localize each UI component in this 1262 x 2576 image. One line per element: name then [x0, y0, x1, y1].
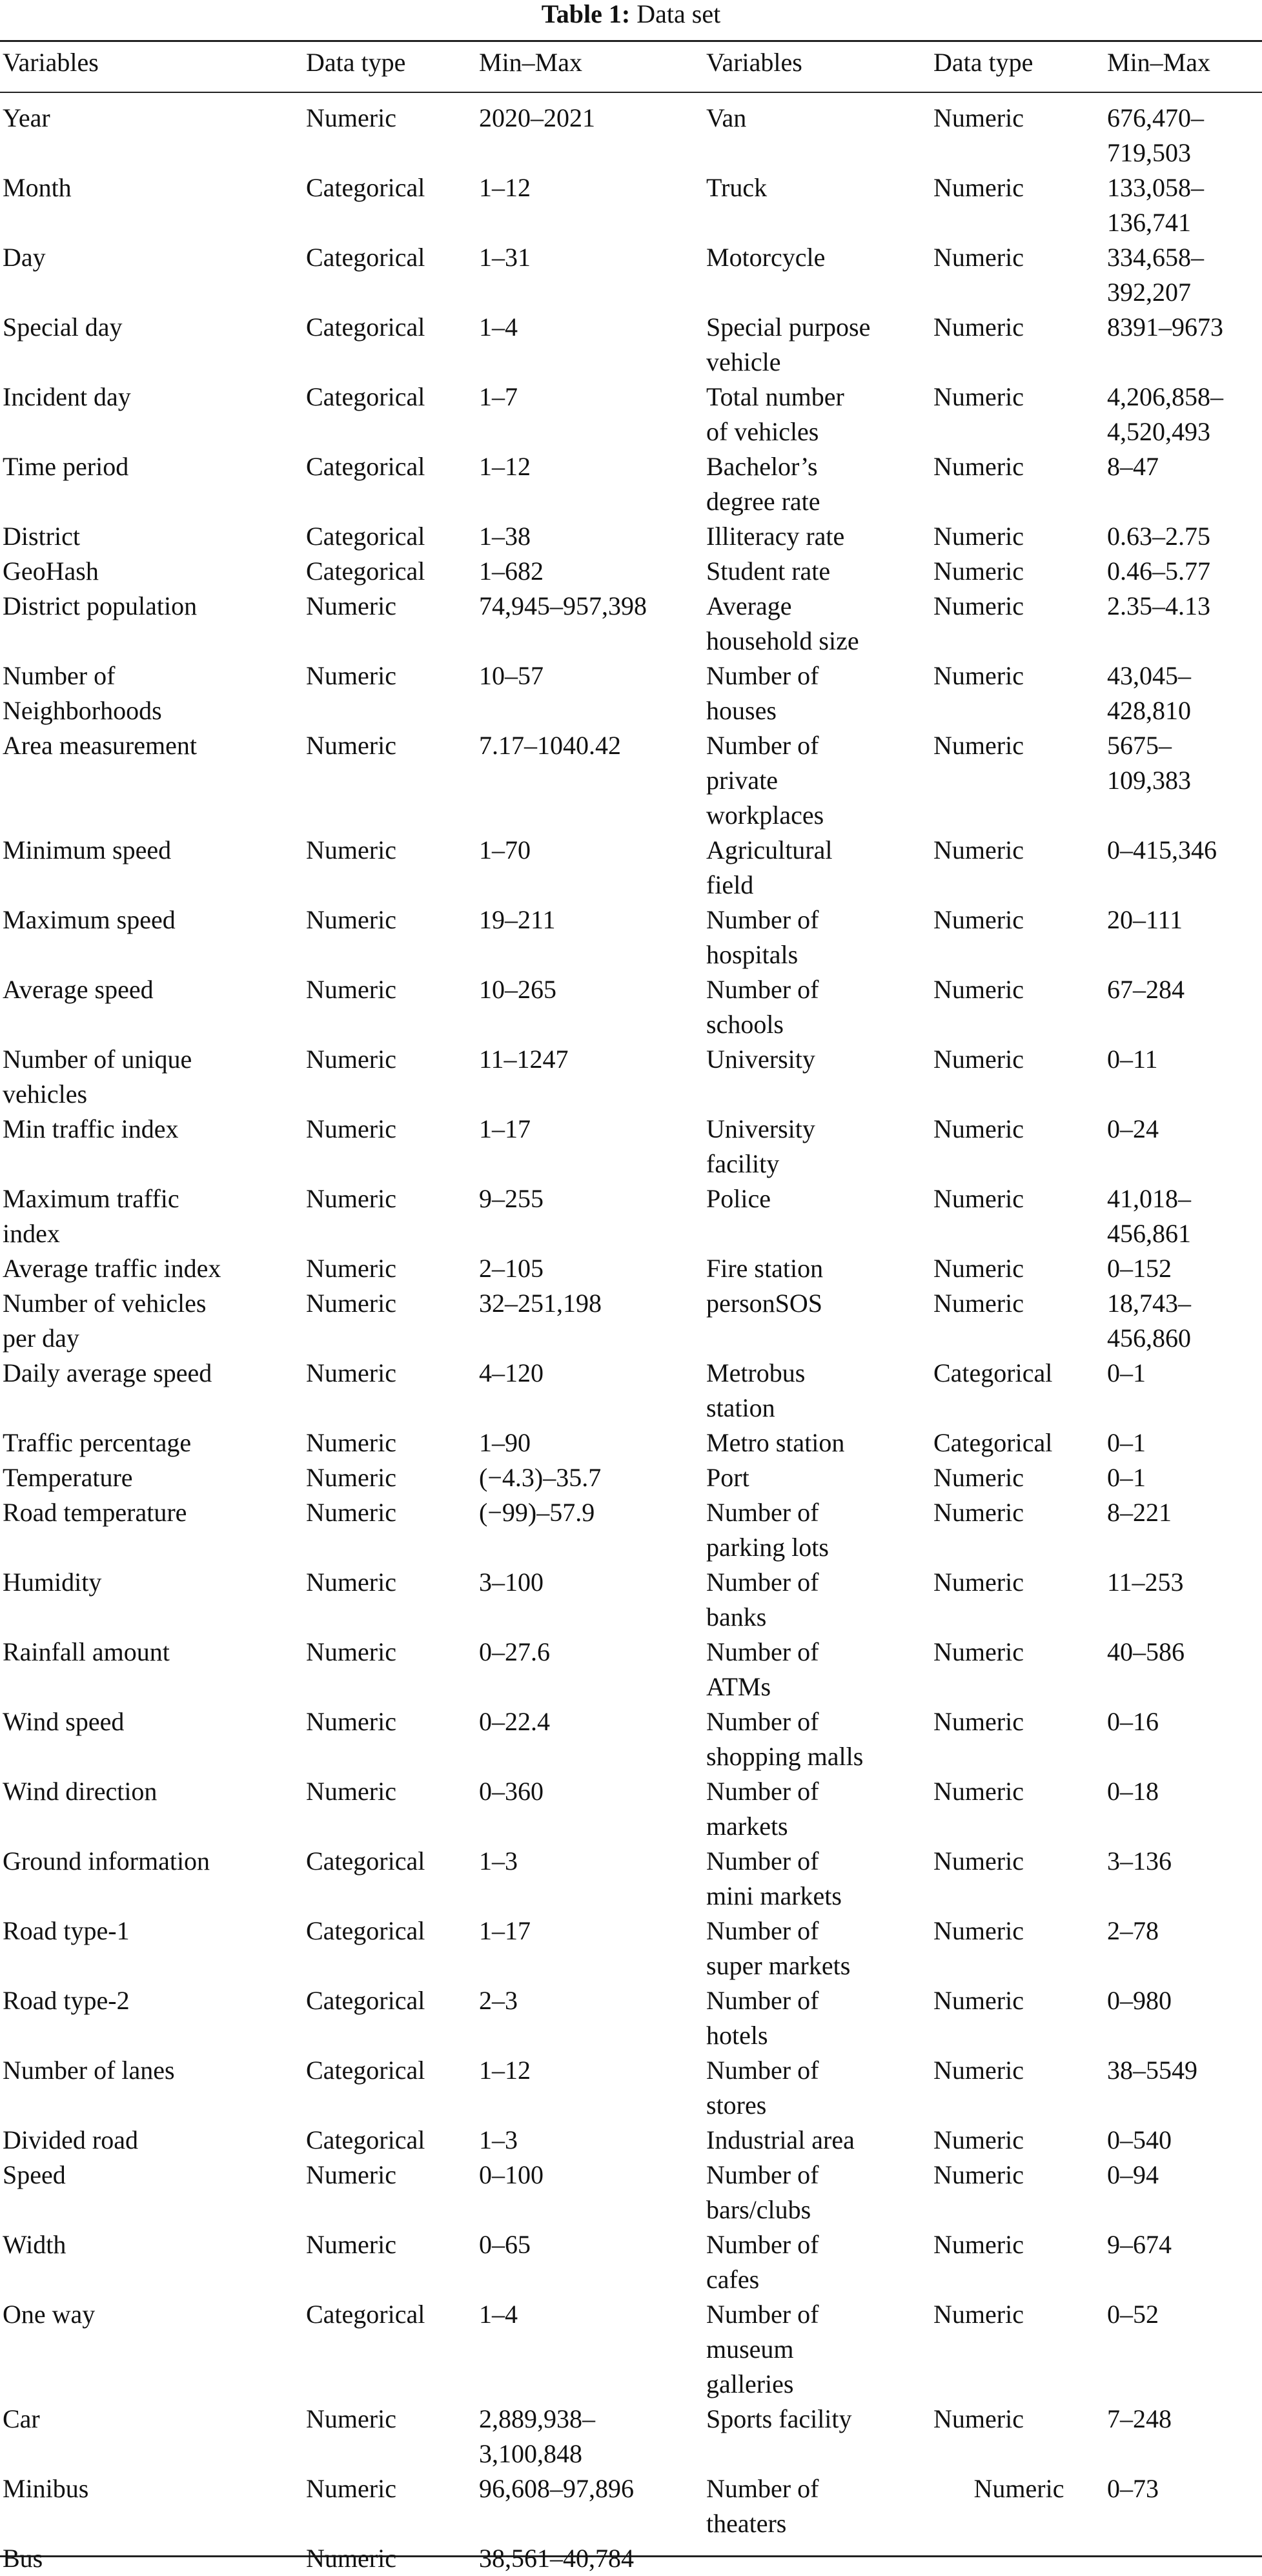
cell-min-max-2: 0–16: [1107, 1707, 1159, 1736]
table-top-rule: [0, 40, 1262, 42]
table-row: [0, 1112, 1262, 1181]
cell-min-max: 74,945–957,398: [479, 591, 647, 620]
cell-data-type: Numeric: [306, 1777, 396, 1806]
table-row: [0, 2227, 1262, 2297]
cell-variable-2: Fire station: [706, 1254, 824, 1283]
cell-min-max-2: 3–136: [1107, 1846, 1172, 1876]
cell-min-max: 1–4: [479, 2300, 518, 2329]
cell-variable-2: Bachelor’s degree rate: [706, 452, 820, 516]
cell-min-max-2: 2–78: [1107, 1916, 1159, 1945]
table-row: [0, 728, 1262, 833]
cell-min-max-2: 5675– 109,383: [1107, 731, 1191, 795]
cell-min-max: 1–3: [479, 1846, 518, 1876]
cell-data-type: Categorical: [306, 312, 425, 342]
cell-min-max-2: 9–674: [1107, 2230, 1172, 2259]
table-row: [0, 2471, 1262, 2541]
cell-variable: Wind direction: [3, 1777, 158, 1806]
cell-variable: Time period: [3, 452, 129, 481]
cell-variable: Wind speed: [3, 1707, 125, 1736]
cell-min-max: 1–90: [479, 1428, 531, 1457]
cell-data-type: Numeric: [306, 2404, 396, 2433]
cell-min-max-2: 67–284: [1107, 975, 1185, 1004]
cell-min-max: 1–682: [479, 557, 544, 586]
table-row: [0, 589, 1262, 659]
table-row: [0, 1565, 1262, 1635]
cell-variable: Special day: [3, 312, 123, 342]
cell-data-type: Numeric: [306, 731, 396, 760]
cell-variable-2: Port: [706, 1463, 749, 1492]
cell-variable: Number of vehicles per day: [3, 1289, 207, 1353]
cell-min-max-2: 133,058– 136,741: [1107, 173, 1204, 237]
cell-data-type: Categorical: [306, 1846, 425, 1876]
cell-data-type: Numeric: [306, 2230, 396, 2259]
cell-min-max-2: 8391–9673: [1107, 312, 1223, 342]
cell-min-max-2: 20–111: [1107, 905, 1183, 934]
cell-min-max: 10–57: [479, 661, 544, 690]
table-row: [0, 2297, 1262, 2402]
cell-data-type-2: Numeric: [933, 1498, 1024, 1527]
cell-min-max: 2–105: [479, 1254, 544, 1283]
table-row: [0, 1426, 1262, 1460]
table-row: [0, 2123, 1262, 2158]
cell-data-type-2: Numeric: [933, 1846, 1024, 1876]
cell-variable-2: Average household size: [706, 591, 859, 655]
cell-min-max-2: 0–980: [1107, 1986, 1172, 2015]
cell-min-max-2: 0–24: [1107, 1114, 1159, 1143]
cell-variable: Traffic percentage: [3, 1428, 192, 1457]
cell-data-type-2: Numeric: [973, 2474, 1064, 2503]
cell-min-max-2: 4,206,858– 4,520,493: [1107, 382, 1223, 446]
cell-min-max: 11–1247: [479, 1045, 569, 1074]
cell-min-max: 0–100: [479, 2160, 544, 2189]
cell-variable: Car: [3, 2404, 40, 2433]
cell-variable: Min traffic index: [3, 1114, 179, 1143]
cell-variable: Number of unique vehicles: [3, 1045, 192, 1109]
cell-variable-2: Number of bars/clubs: [706, 2160, 819, 2224]
cell-data-type: Numeric: [306, 1707, 396, 1736]
cell-data-type: Numeric: [306, 1184, 396, 1213]
cell-data-type-2: Numeric: [933, 2125, 1024, 2154]
cell-min-max-2: 0–415,346: [1107, 835, 1217, 864]
table-caption-title: Data set: [636, 0, 721, 28]
cell-variable: Humidity: [3, 1568, 102, 1597]
cell-variable-2: [704, 2541, 931, 2576]
table-row: [0, 1042, 1262, 1112]
table-row: [0, 240, 1262, 310]
cell-min-max-2: 0–52: [1107, 2300, 1159, 2329]
cell-min-max-2: 0–152: [1107, 1254, 1172, 1283]
cell-variable-2: Motorcycle: [706, 243, 826, 272]
cell-min-max: 96,608–97,896: [479, 2474, 634, 2503]
table-row: [0, 519, 1262, 554]
header-data-type-1: Data type: [306, 48, 406, 77]
cell-variable-2: Number of banks: [706, 1568, 819, 1631]
cell-min-max-2: 0–1: [1107, 1358, 1146, 1387]
cell-data-type: Categorical: [306, 1916, 425, 1945]
cell-variable: Bus: [3, 2544, 43, 2573]
cell-data-type: Categorical: [306, 173, 425, 202]
table-row: [0, 1983, 1262, 2053]
cell-variable-2: Sports facility: [706, 2404, 852, 2433]
cell-data-type: Numeric: [306, 1637, 396, 1666]
cell-variable: Incident day: [3, 382, 131, 411]
cell-variable-2: Agricultural field: [706, 835, 833, 899]
cell-data-type-2: Numeric: [933, 2056, 1024, 2085]
cell-variable-2: Van: [706, 103, 747, 132]
table-row: [0, 1495, 1262, 1565]
cell-variable: Temperature: [3, 1463, 133, 1492]
cell-variable-2: Number of shopping malls: [706, 1707, 864, 1771]
cell-min-max: 1–12: [479, 452, 531, 481]
cell-min-max: 1–38: [479, 522, 531, 551]
table-row: [0, 833, 1262, 903]
cell-variable: Road type-1: [3, 1916, 130, 1945]
table-header-row: [0, 44, 1262, 92]
cell-min-max: 1–3: [479, 2125, 518, 2154]
table-row: [0, 1181, 1262, 1251]
cell-min-max-2: 2.35–4.13: [1107, 591, 1210, 620]
table-row: [0, 903, 1262, 972]
cell-data-type: Categorical: [306, 452, 425, 481]
cell-min-max-2: 18,743– 456,860: [1107, 1289, 1191, 1353]
cell-data-type: Numeric: [306, 1045, 396, 1074]
cell-data-type: Categorical: [306, 557, 425, 586]
cell-min-max: 1–17: [479, 1916, 531, 1945]
cell-variable-2: Number of ATMs: [706, 1637, 819, 1701]
cell-min-max: 2,889,938– 3,100,848: [479, 2404, 595, 2468]
cell-data-type-2: [931, 2541, 1104, 2576]
cell-data-type: Numeric: [306, 835, 396, 864]
cell-data-type-2: Numeric: [933, 557, 1024, 586]
cell-min-max-2: 0–540: [1107, 2125, 1172, 2154]
cell-variable: Rainfall amount: [3, 1637, 170, 1666]
cell-data-type-2: Numeric: [933, 1045, 1024, 1074]
table-row: [0, 972, 1262, 1042]
cell-data-type: Categorical: [306, 243, 425, 272]
table-row: [0, 310, 1262, 380]
cell-min-max: 1–12: [479, 2056, 531, 2085]
table-row: [0, 170, 1262, 240]
cell-variable: Average traffic index: [3, 1254, 221, 1283]
cell-data-type-2: Numeric: [933, 1254, 1024, 1283]
cell-variable: Road type-2: [3, 1986, 130, 2015]
cell-variable-2: University: [706, 1045, 815, 1074]
cell-min-max: 9–255: [479, 1184, 544, 1213]
cell-data-type-2: Numeric: [933, 2300, 1024, 2329]
cell-min-max: 0–22.4: [479, 1707, 550, 1736]
cell-data-type-2: Numeric: [933, 2230, 1024, 2259]
cell-min-max: 0–27.6: [479, 1637, 550, 1666]
cell-min-max-2: [1104, 2541, 1262, 2576]
cell-data-type-2: Numeric: [933, 835, 1024, 864]
cell-min-max: 0–360: [479, 1777, 544, 1806]
header-variables-2: Variables: [706, 48, 802, 77]
cell-min-max: 2020–2021: [479, 103, 595, 132]
table-row: [0, 659, 1262, 728]
cell-data-type-2: Numeric: [933, 1184, 1024, 1213]
cell-min-max: 0–65: [479, 2230, 531, 2259]
cell-variable-2: Number of private workplaces: [706, 731, 824, 830]
cell-min-max: (−99)–57.9: [479, 1498, 595, 1527]
cell-data-type: Numeric: [306, 1289, 396, 1318]
cell-data-type-2: Numeric: [933, 1637, 1024, 1666]
table-row: [0, 2541, 1262, 2576]
table-row: [0, 1635, 1262, 1704]
cell-variable-2: Metrobus station: [706, 1358, 806, 1422]
cell-data-type-2: Categorical: [933, 1428, 1053, 1457]
table-row: [0, 449, 1262, 519]
cell-data-type: Categorical: [306, 1986, 425, 2015]
cell-variable-2: Number of parking lots: [706, 1498, 829, 1562]
cell-data-type: Numeric: [306, 1428, 396, 1457]
cell-variable: Road temperature: [3, 1498, 187, 1527]
cell-data-type-2: Numeric: [933, 2404, 1024, 2433]
cell-min-max-2: 11–253: [1107, 1568, 1184, 1597]
cell-variable-2: Number of museum galleries: [706, 2300, 819, 2398]
cell-min-max: 1–4: [479, 312, 518, 342]
table-row: [0, 2053, 1262, 2123]
cell-min-max-2: 0.46–5.77: [1107, 557, 1210, 586]
cell-data-type: Numeric: [306, 975, 396, 1004]
cell-data-type-2: Numeric: [933, 591, 1024, 620]
cell-min-max: 1–12: [479, 173, 531, 202]
cell-min-max: 7.17–1040.42: [479, 731, 621, 760]
cell-min-max-2: 8–221: [1107, 1498, 1172, 1527]
cell-variable-2: Number of mini markets: [706, 1846, 842, 1910]
cell-variable-2: Number of super markets: [706, 1916, 851, 1980]
cell-data-type: Categorical: [306, 522, 425, 551]
cell-data-type-2: Numeric: [933, 1777, 1024, 1806]
table-row: [0, 1704, 1262, 1774]
cell-variable-2: Illiteracy rate: [706, 522, 845, 551]
cell-data-type-2: Numeric: [933, 905, 1024, 934]
cell-variable-2: Number of hotels: [706, 1986, 819, 2050]
cell-data-type-2: Numeric: [933, 103, 1024, 132]
cell-variable: Area measurement: [3, 731, 197, 760]
cell-variable: GeoHash: [3, 557, 99, 586]
cell-data-type: Numeric: [306, 1568, 396, 1597]
table-caption-label: Table 1:: [541, 0, 631, 28]
table-row: [0, 554, 1262, 589]
cell-data-type-2: Numeric: [933, 1707, 1024, 1736]
table-row: [0, 2402, 1262, 2471]
cell-min-max: 1–31: [479, 243, 531, 272]
cell-variable: Average speed: [3, 975, 154, 1004]
cell-min-max: 4–120: [479, 1358, 544, 1387]
table-row: [0, 1251, 1262, 1286]
cell-min-max-2: 0–1: [1107, 1428, 1146, 1457]
cell-variable-2: Number of schools: [706, 975, 819, 1039]
header-min-max-1: Min–Max: [479, 48, 582, 77]
cell-min-max-2: 7–248: [1107, 2404, 1172, 2433]
cell-variable-2: Metro station: [706, 1428, 845, 1457]
cell-variable: Month: [3, 173, 72, 202]
cell-min-max: 19–211: [479, 905, 556, 934]
cell-min-max-2: 676,470– 719,503: [1107, 103, 1204, 167]
cell-variable: Divided road: [3, 2125, 138, 2154]
cell-variable-2: Student rate: [706, 557, 831, 586]
cell-variable-2: Industrial area: [706, 2125, 855, 2154]
table-row: [0, 380, 1262, 449]
cell-data-type-2: Numeric: [933, 312, 1024, 342]
cell-variable: Width: [3, 2230, 66, 2259]
cell-data-type-2: Numeric: [933, 173, 1024, 202]
cell-data-type-2: Numeric: [933, 452, 1024, 481]
header-min-max-2: Min–Max: [1107, 48, 1210, 77]
cell-variable: Day: [3, 243, 46, 272]
cell-data-type: Numeric: [306, 103, 396, 132]
cell-data-type: Numeric: [306, 905, 396, 934]
cell-min-max-2: 43,045– 428,810: [1107, 661, 1191, 725]
cell-min-max: 1–7: [479, 382, 518, 411]
cell-data-type-2: Numeric: [933, 382, 1024, 411]
cell-min-max: (−4.3)–35.7: [479, 1463, 602, 1492]
table-row: [0, 1914, 1262, 1983]
cell-variable-2: Number of cafes: [706, 2230, 819, 2294]
cell-variable: Ground information: [3, 1846, 210, 1876]
cell-data-type-2: Numeric: [933, 1986, 1024, 2015]
cell-variable: District population: [3, 591, 198, 620]
cell-min-max: 32–251,198: [479, 1289, 602, 1318]
cell-min-max: 2–3: [479, 1986, 518, 2015]
cell-min-max-2: 0–73: [1107, 2474, 1159, 2503]
cell-variable: Maximum traffic index: [3, 1184, 179, 1248]
table-row: [0, 1774, 1262, 1844]
cell-data-type: Numeric: [306, 1254, 396, 1283]
cell-variable: Minibus: [3, 2474, 89, 2503]
cell-min-max-2: 0–1: [1107, 1463, 1146, 1492]
cell-variable: District: [3, 522, 80, 551]
cell-data-type: Numeric: [306, 591, 396, 620]
cell-variable: Daily average speed: [3, 1358, 212, 1387]
cell-variable: Maximum speed: [3, 905, 176, 934]
cell-variable: Number of lanes: [3, 2056, 175, 2085]
cell-data-type: Numeric: [306, 1114, 396, 1143]
cell-data-type-2: Numeric: [933, 522, 1024, 551]
table-row: [0, 1286, 1262, 1356]
cell-data-type-2: Numeric: [933, 1114, 1024, 1143]
cell-min-max: 1–70: [479, 835, 531, 864]
cell-data-type-2: Numeric: [933, 1289, 1024, 1318]
table-row: [0, 2158, 1262, 2227]
cell-variable-2: Total number of vehicles: [706, 382, 844, 446]
cell-variable-2: Truck: [706, 173, 768, 202]
cell-min-max-2: 8–47: [1107, 452, 1159, 481]
cell-data-type-2: Categorical: [933, 1358, 1053, 1387]
cell-data-type-2: Numeric: [933, 1916, 1024, 1945]
cell-min-max-2: 41,018– 456,861: [1107, 1184, 1191, 1248]
cell-min-max-2: 0–11: [1107, 1045, 1158, 1074]
cell-min-max-2: 0.63–2.75: [1107, 522, 1210, 551]
cell-data-type: Categorical: [306, 382, 425, 411]
cell-variable-2: University facility: [706, 1114, 815, 1178]
cell-data-type-2: Numeric: [933, 2160, 1024, 2189]
cell-min-max-2: 38–5549: [1107, 2056, 1197, 2085]
cell-variable-2: Number of houses: [706, 661, 819, 725]
cell-min-max-2: 0–94: [1107, 2160, 1159, 2189]
cell-data-type: Categorical: [306, 2056, 425, 2085]
cell-data-type-2: Numeric: [933, 661, 1024, 690]
header-variables-1: Variables: [3, 48, 99, 77]
table-row: [0, 1844, 1262, 1914]
cell-variable-2: personSOS: [706, 1289, 823, 1318]
cell-min-max-2: 0–18: [1107, 1777, 1159, 1806]
cell-min-max-2: 40–586: [1107, 1637, 1185, 1666]
cell-data-type: Numeric: [306, 1358, 396, 1387]
cell-min-max: 10–265: [479, 975, 556, 1004]
cell-variable-2: Special purpose vehicle: [706, 312, 871, 376]
cell-variable: One way: [3, 2300, 96, 2329]
table-caption: [0, 0, 1262, 32]
cell-data-type: Categorical: [306, 2300, 425, 2329]
cell-data-type: Numeric: [306, 1498, 396, 1527]
cell-min-max: 1–17: [479, 1114, 531, 1143]
cell-data-type-2: Numeric: [933, 1463, 1024, 1492]
table-body: [0, 92, 1262, 2576]
cell-variable-2: Number of markets: [706, 1777, 819, 1841]
cell-variable: Year: [3, 103, 50, 132]
cell-min-max: 3–100: [479, 1568, 544, 1597]
cell-data-type: Numeric: [306, 2474, 396, 2503]
cell-variable-2: Number of theaters: [706, 2474, 819, 2538]
cell-min-max-2: 334,658– 392,207: [1107, 243, 1204, 307]
data-set-table: [0, 44, 1262, 2576]
cell-data-type: Numeric: [306, 2160, 396, 2189]
cell-data-type-2: Numeric: [933, 731, 1024, 760]
header-data-type-2: Data type: [933, 48, 1033, 77]
table-row: [0, 1460, 1262, 1495]
cell-data-type: Categorical: [306, 2125, 425, 2154]
cell-data-type-2: Numeric: [933, 243, 1024, 272]
cell-variable-2: Number of hospitals: [706, 905, 819, 969]
cell-variable: Minimum speed: [3, 835, 172, 864]
table-row: [0, 1356, 1262, 1426]
cell-variable: Speed: [3, 2160, 66, 2189]
cell-variable: Number of Neighborhoods: [3, 661, 162, 725]
cell-min-max: 38,561–40,784: [479, 2544, 634, 2573]
cell-data-type-2: Numeric: [933, 1568, 1024, 1597]
cell-data-type: Numeric: [306, 661, 396, 690]
cell-data-type-2: Numeric: [933, 975, 1024, 1004]
table-row: [0, 92, 1262, 170]
cell-variable-2: Police: [706, 1184, 771, 1213]
cell-data-type: Numeric: [306, 2544, 396, 2573]
cell-variable-2: Number of stores: [706, 2056, 819, 2120]
cell-data-type: Numeric: [306, 1463, 396, 1492]
